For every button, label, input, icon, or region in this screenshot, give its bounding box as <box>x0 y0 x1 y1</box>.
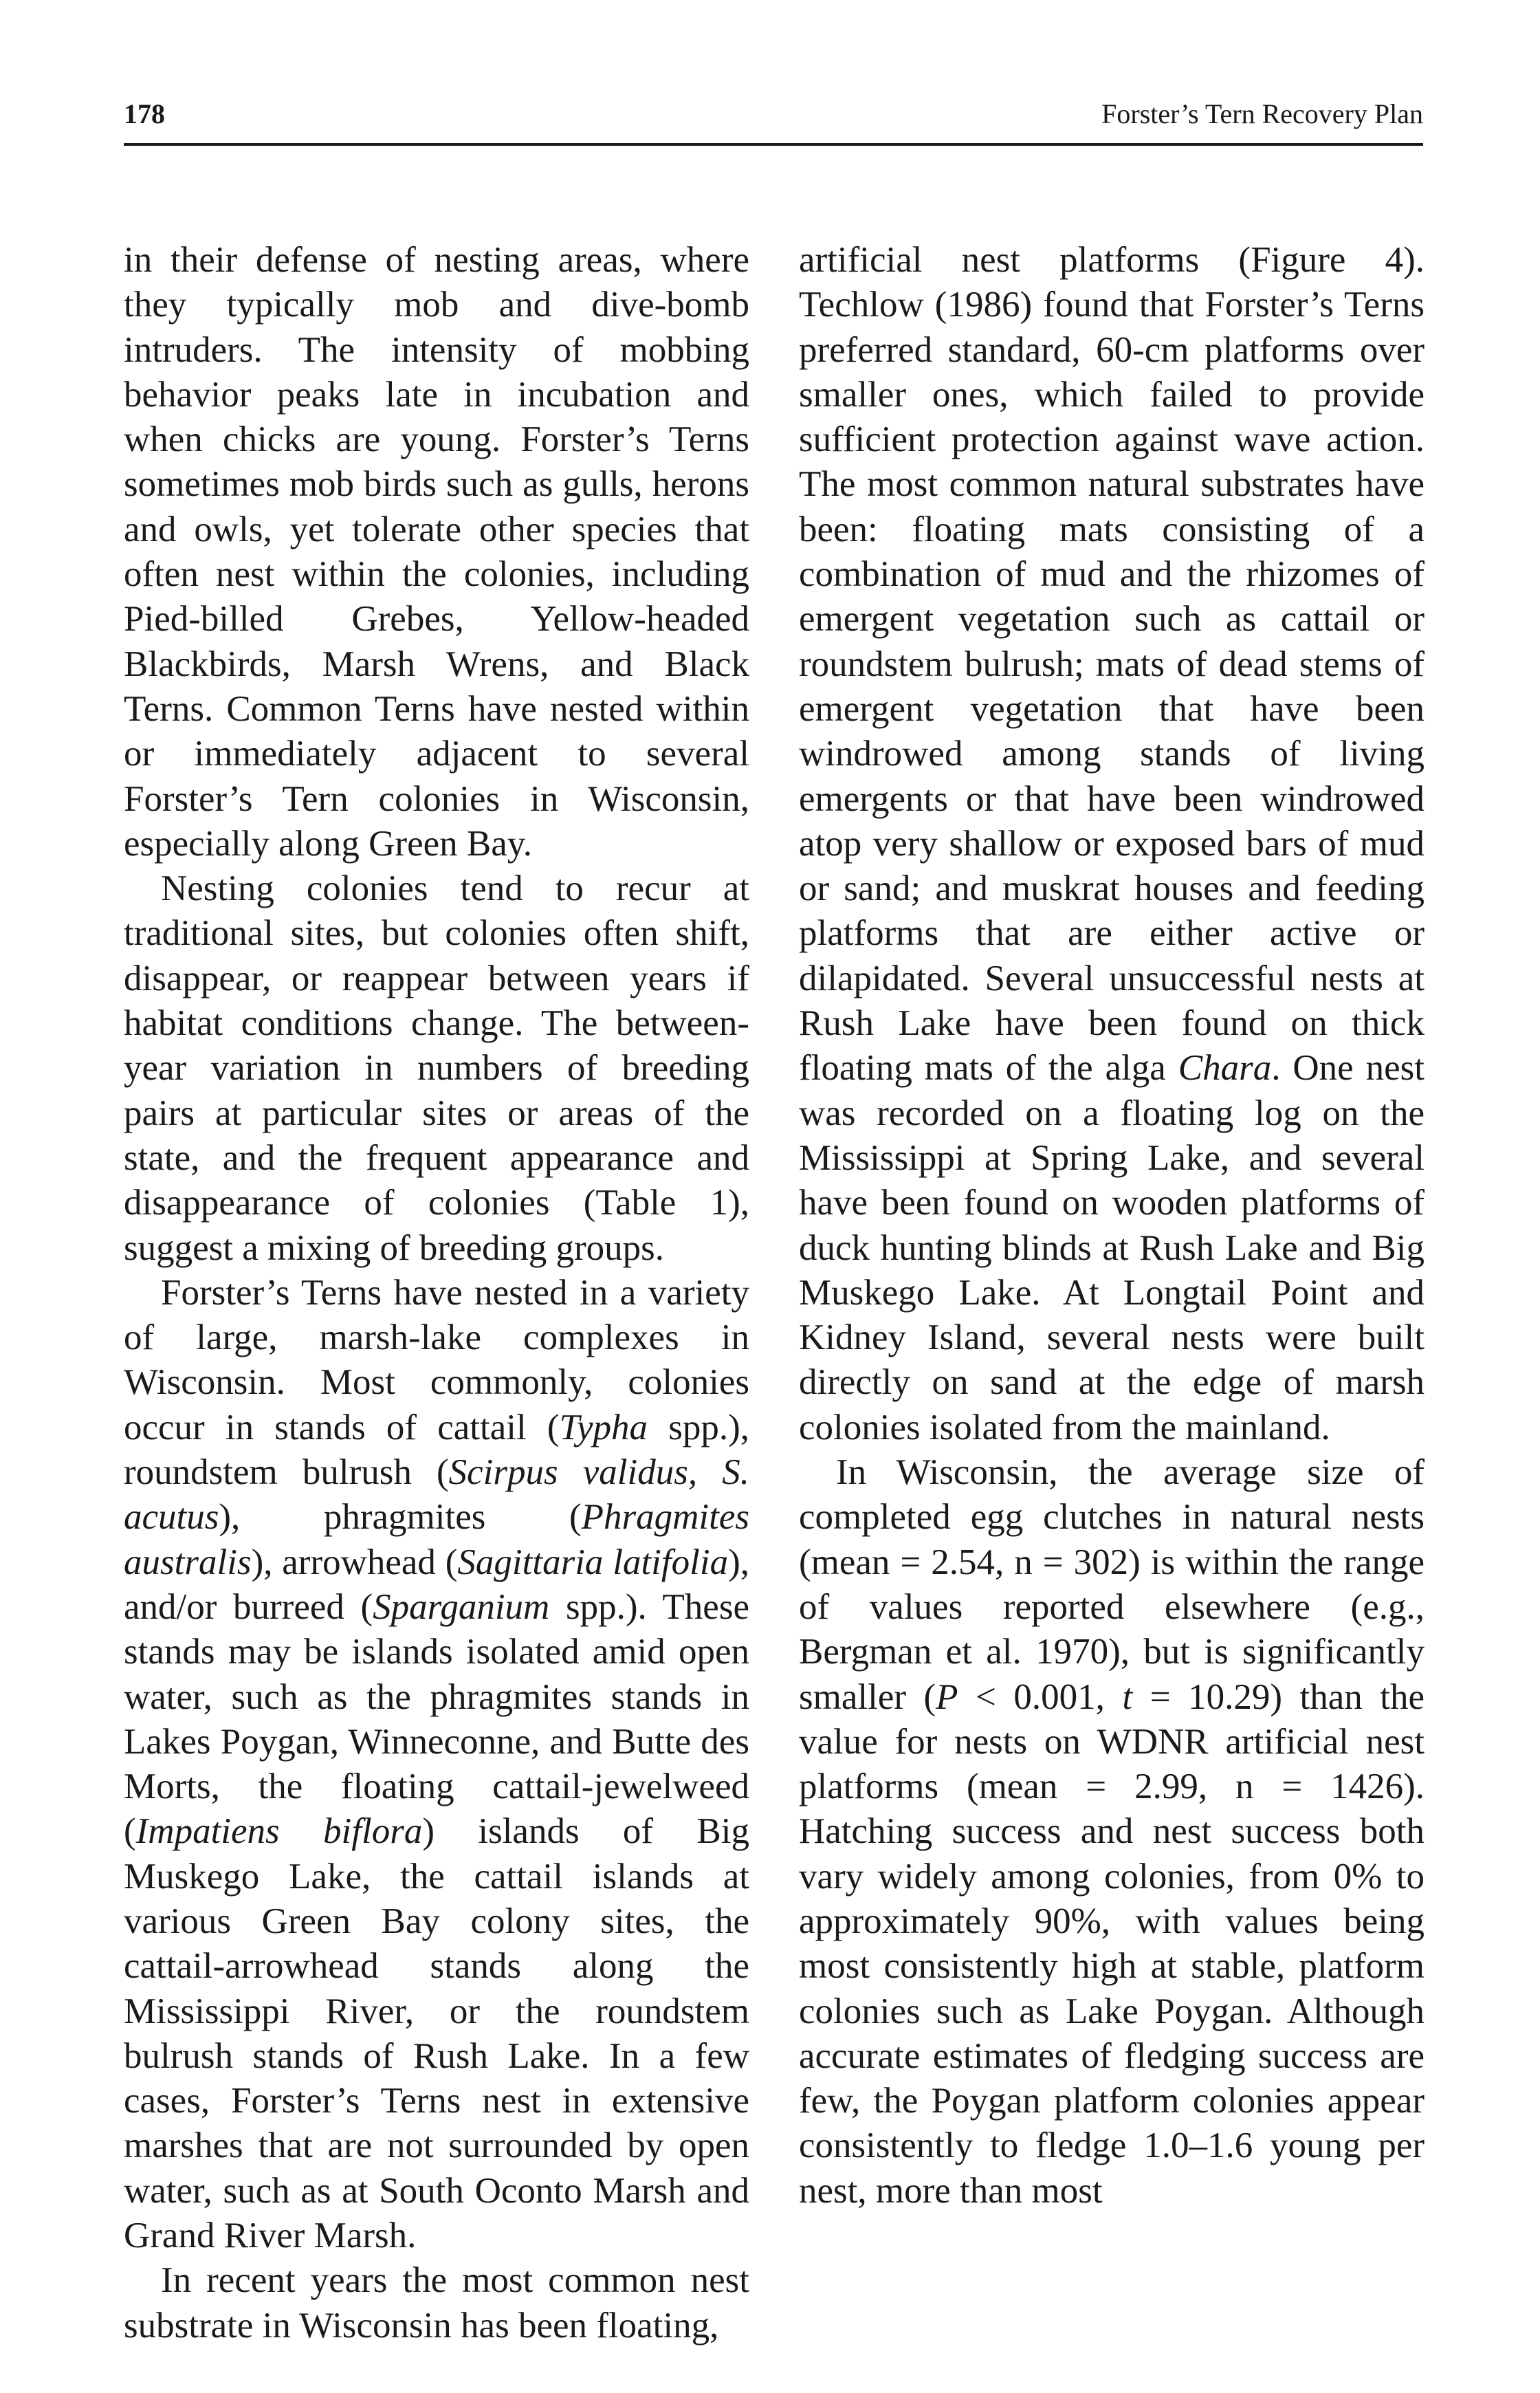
scientific-name: Impatiens biflora <box>135 1811 423 1852</box>
scientific-name: Sagittaria latifolia <box>457 1542 729 1582</box>
text-run: ) islands of Big Muskego Lake, the cattail islands at various Green Bay colony sites, the cattail-arrowhead stands along the Mississippi River, or the roundstem bulrush stands of Rush Lake. In a few cases, Forster’s Terns nest in extensive marshes that are not surrounded by open water, such as at South Oconto Marsh and Grand River Marsh. <box>124 1811 749 2256</box>
scientific-name: Phragmites australis <box>124 1497 749 1582</box>
paragraph <box>799 238 1424 1450</box>
text-run: artificial nest platforms (Figure 4). Techlow (1986) found that Forster’s Terns preferred standard, 60-cm platforms over smaller ones, which failed to provide sufficient protection against wave action. The most common natural substrates have been: floating mats consisting of a combination of mud and the rhizomes of emergent vegetation such as cattail or roundstem bulrush; mats of dead stems of emergent vegetation that have been windrowed among stands of living emergents or that have been windrowed atop very shallow or exposed bars of mud or sand; and muskrat houses and feeding platforms that are either active or dilapidated. Several unsuccessful nests at Rush Lake have been found on thick floating mats of the alga <box>799 240 1424 1089</box>
scientific-name: Typha <box>559 1407 648 1447</box>
page-header <box>124 88 1423 146</box>
scientific-name: Chara <box>1178 1048 1272 1089</box>
statistic-symbol: P <box>936 1676 958 1717</box>
text-run: spp.), roundstem bulrush ( <box>124 1407 749 1493</box>
text-run: . One nest was recorded on a floating log on the Mississippi at Spring Lake, and several have been found on wooden platforms of duck hunting blinds at Rush Lake and Big Muskego Lake. At Longtail Point and Kidney Island, several nests were built directly on sand at the edge of marsh colonies isolated from the mainland. <box>799 1048 1424 1447</box>
page-number: 178 <box>124 98 165 129</box>
paragraph <box>799 1450 1424 2214</box>
paragraph: in their defense of nesting areas, where they typically mob and dive-bomb intruders. The intensity of mobbing behavior peaks late in incubation and when chicks are young. Forster’s Terns sometimes mob birds such as gulls, herons and owls, yet tolerate other species that often nest within the colonies, including Pied-billed Grebes, Yellow-headed Blackbirds, Marsh Wrens, and Black Terns. Common Terns have nested within or immediately adjacent to several Forster’s Tern colonies in Wisconsin, especially along Green Bay. <box>124 240 749 864</box>
paragraph: In recent years the most common nest substrate in Wisconsin has been floating, <box>124 2260 749 2346</box>
scientific-name: Sparganium <box>373 1586 550 1627</box>
text-run: ), and/or burreed ( <box>124 1542 749 1627</box>
text-run: = 10.29) than the value for nests on WDNR artificial nest platforms (mean = 2.99, n = 1426). Hatching success and nest success both vary widely among colonies, from 0% to approximately 90%, with values being most consistently high at stable, platform colonies such as Lake Poygan. Although accurate estimates of fledging success are few, the Poygan platform colonies appear consistently to fledge 1.0–1.6 young per nest, more than most <box>799 1676 1424 2211</box>
text-run: Forster’s Terns have nested in a variety of large, marsh-lake complexes in Wisconsin. Most commonly, colonies occur in stands of cattail ( <box>124 1272 749 1447</box>
left-column <box>124 238 749 2348</box>
text-run: < 0.001, <box>958 1676 1123 1717</box>
scientific-name: Scirpus validus, S. acutus <box>124 1452 749 1538</box>
paragraph <box>124 1271 749 2259</box>
right-column <box>799 238 1424 2214</box>
running-title: Forster’s Tern Recovery Plan <box>1101 98 1423 129</box>
text-run: ), phragmites ( <box>219 1497 582 1538</box>
text-run: spp.). These stands may be islands isolated amid open water, such as the phragmites stands in Lakes Poygan, Winneconne, and Butte des Morts, the floating cattail-jewelweed ( <box>124 1586 749 1852</box>
statistic-symbol: t <box>1122 1676 1133 1717</box>
paragraph: Nesting colonies tend to recur at traditional sites, but colonies often shift, disappear, or reappear between years if habitat conditions change. The between-year variation in numbers of breeding pairs at particular sites or areas of the state, and the frequent appearance and disappearance of colonies (Table 1), suggest a mixing of breeding groups. <box>124 868 749 1268</box>
text-run: In Wisconsin, the average size of completed egg clutches in natural nests (mean = 2.54, n = 302) is within the range of values reported elsewhere (e.g., Bergman et al. 1970), but is significantly smaller ( <box>799 1452 1424 1717</box>
text-run: ), arrowhead ( <box>251 1542 458 1582</box>
